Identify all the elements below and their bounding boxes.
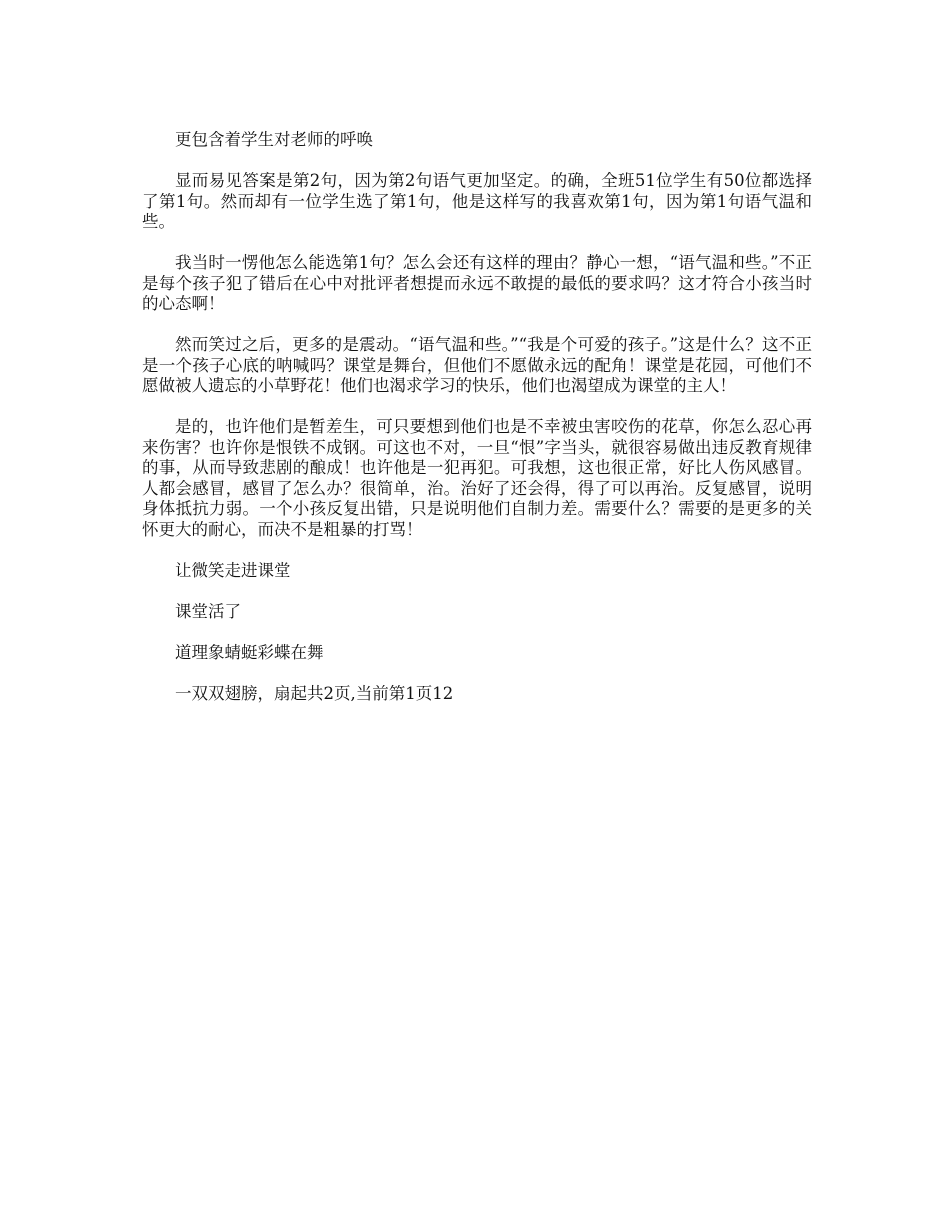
paragraph-9-page-indicator: 一双双翅膀，扇起共2页,当前第1页12 — [175, 683, 454, 703]
paragraph-7: 课堂活了 — [175, 601, 241, 621]
paragraph-3: 我当时一愣他怎么能选第1句？怎么会还有这样的理由？静心一想，“语气温和些。”不正是每个孩子犯了错后在心中对批评者想提而永远不敢提的最低的要求吗？这才符合小孩当时的心态啊！ — [142, 253, 812, 313]
paragraph-8: 道理象蜻蜓彩蝶在舞 — [175, 642, 324, 662]
paragraph-6: 让微笑走进课堂 — [175, 560, 291, 580]
paragraph-2: 显而易见答案是第2句，因为第2句语气更加坚定。的确，全班51位学生有50位都选择了第1句。然而却有一位学生选了第1句，他是这样写的我喜欢第1句，因为第1句语气温和些。 — [142, 171, 812, 231]
paragraph-4: 然而笑过之后，更多的是震动。“语气温和些。”“我是个可爱的孩子。”这是什么？这不正是一个孩子心底的呐喊吗？课堂是舞台，但他们不愿做永远的配角！课堂是花园，可他们不愿做被人遗忘的小草野花！他们也渴求学习的快乐，他们也渴望成为课堂的主人！ — [142, 335, 812, 395]
paragraph-1: 更包含着学生对老师的呼唤 — [175, 130, 373, 149]
document-body — [142, 130, 812, 725]
paragraph-5: 是的，也许他们是暂差生，可只要想到他们也是不幸被虫害咬伤的花草，你怎么忍心再来伤害？也许你是恨铁不成钢。可这也不对，一旦“恨”字当头，就很容易做出违反教育规律的事，从而导致悲剧的酿成！也许他是一犯再犯。可我想，这也很正常，好比人伤风感冒。人都会感冒，感冒了怎么办？很简单，治。治好了还会得，得了可以再治。反复感冒，说明身体抵抗力弱。一个小孩反复出错，只是说明他们自制力差。需要什么？需要的是更多的关怀更大的耐心，而决不是粗暴的打骂！ — [142, 417, 812, 539]
